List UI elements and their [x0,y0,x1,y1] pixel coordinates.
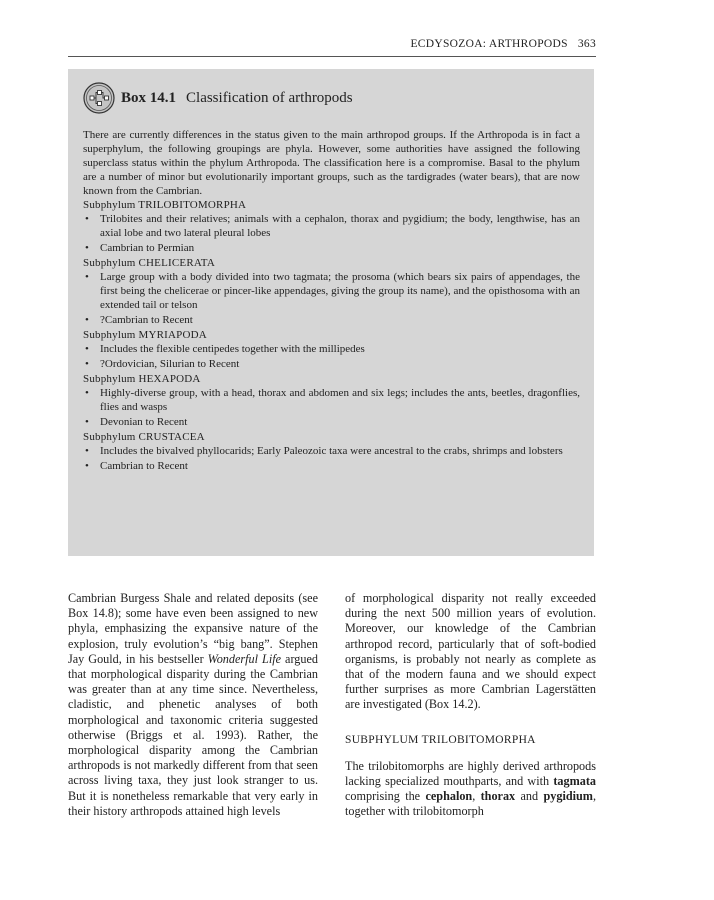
box-body [83,128,580,474]
body-text: argued that morphological disparity during the Cambrian was greater than at any time since. Nevertheless, cladistic, and phenetic analyses of both morphological and taxonomic criteria suggested otherwise (Briggs et al. 1993). Rather, the morphological disparity among the Cambrian arthropods is not markedly different from that seen across living taxa, they just look stranger to us. But it is nonetheless remarkable that very early in their history arthropods attained high levels [68,651,318,818]
list-item: • Devonian to Recent [83,415,580,429]
right-column [345,591,596,820]
body-text: The trilobitomorphs are highly derived arthropods lacking specialized mouthparts, and with [345,758,596,789]
key-term: cephalon [425,789,473,804]
list-item: • ?Ordovician, Silurian to Recent [83,357,580,371]
key-term: tagmata [553,774,596,789]
subphylum-heading: Subphylum CHELICERATA [83,257,215,269]
box-heading: Classification of arthropods [186,89,353,106]
box-title-row [83,82,353,114]
classification-tree-icon [83,82,115,114]
bullet-list [83,342,580,371]
body-text: and [515,789,544,804]
bullet-list [83,212,580,255]
bullet-list [83,386,580,429]
box-intro: There are currently differences in the status given to the main arthropod groups. If the Arthropoda is in fact a superphylum, the following groupings are phyla. However, some authorities have assigned the following superclass status within the phylum Arthropoda. The classification here is a compromise. Basal to the phylum are a number of minor but evolutionarily important groups, such as the tardigrades (water bears), that are now known from the Cambrian. [83,129,580,197]
subphylum-heading: Subphylum HEXAPODA [83,373,201,385]
key-term: thorax [480,789,516,804]
list-item: • Large group with a body divided into two tagmata; the prosoma (which bears six pairs of appendages, the first being the chelicerae or pincer-like appendages, giving the group its name), and the opisthosoma with an extended tail or telson [83,270,580,312]
subphylum-heading: Subphylum MYRIAPODA [83,329,207,341]
list-item: • Highly-diverse group, with a head, thorax and abdomen and six legs; includes the ants, beetles, dragonflies, flies and wasps [83,386,580,414]
body-paragraph [68,591,318,819]
body-text: comprising the [345,789,426,804]
list-item: • Includes the flexible centipedes together with the millipedes [83,342,580,356]
list-item: • Includes the bivalved phyllocarids; Early Paleozoic taxa were ancestral to the crabs, shrimps and lobsters [83,444,580,458]
list-item: • Cambrian to Permian [83,241,580,255]
body-text: Cambrian Burgess Shale and related deposits (see Box 14.8); some have even been assigned to new phyla, emphasizing the expansive nature of the explosion, truly evolution’s “big bang”. Stephen Jay Gould, in his bestseller [68,591,318,666]
key-term: pygidium [543,789,593,804]
bullet-list [83,270,580,327]
body-paragraph [345,759,596,820]
list-item: • Cambrian to Recent [83,459,580,473]
list-item: • Trilobites and their relatives; animals with a cephalon, thorax and pygidium; the body, lengthwise, has an axial lobe and two lateral pleural lobes [83,212,580,240]
classification-box [68,69,594,556]
running-header [68,38,596,50]
book-title: Wonderful Life [207,651,281,666]
page-number: 363 [577,38,596,50]
list-item: • ?Cambrian to Recent [83,313,580,327]
subphylum-heading: Subphylum TRILOBITOMORPHA [83,199,247,211]
body-text: , together with trilobitomorph [345,789,596,819]
running-title: ECDYSOZOA: ARTHROPODS [410,38,568,50]
body-text: , [472,789,481,804]
bullet-list [83,444,580,473]
header-rule [68,56,596,57]
section-heading: SUBPHYLUM TRILOBITOMORPHA [345,733,536,746]
body-paragraph: of morphological disparity not really exceeded during the next 500 million years of evolution. Moreover, our knowledge of the Cambrian arthropod record, particularly that of soft-bodied organisms, is probably not nearly as complete as that of the modern fauna and we should expect further surprises as more Cambrian Lagerstätten are investigated (Box 14.2). [345,591,596,712]
subphylum-heading: Subphylum CRUSTACEA [83,431,205,443]
left-column [68,591,318,819]
box-label: Box 14.1 [121,89,177,106]
